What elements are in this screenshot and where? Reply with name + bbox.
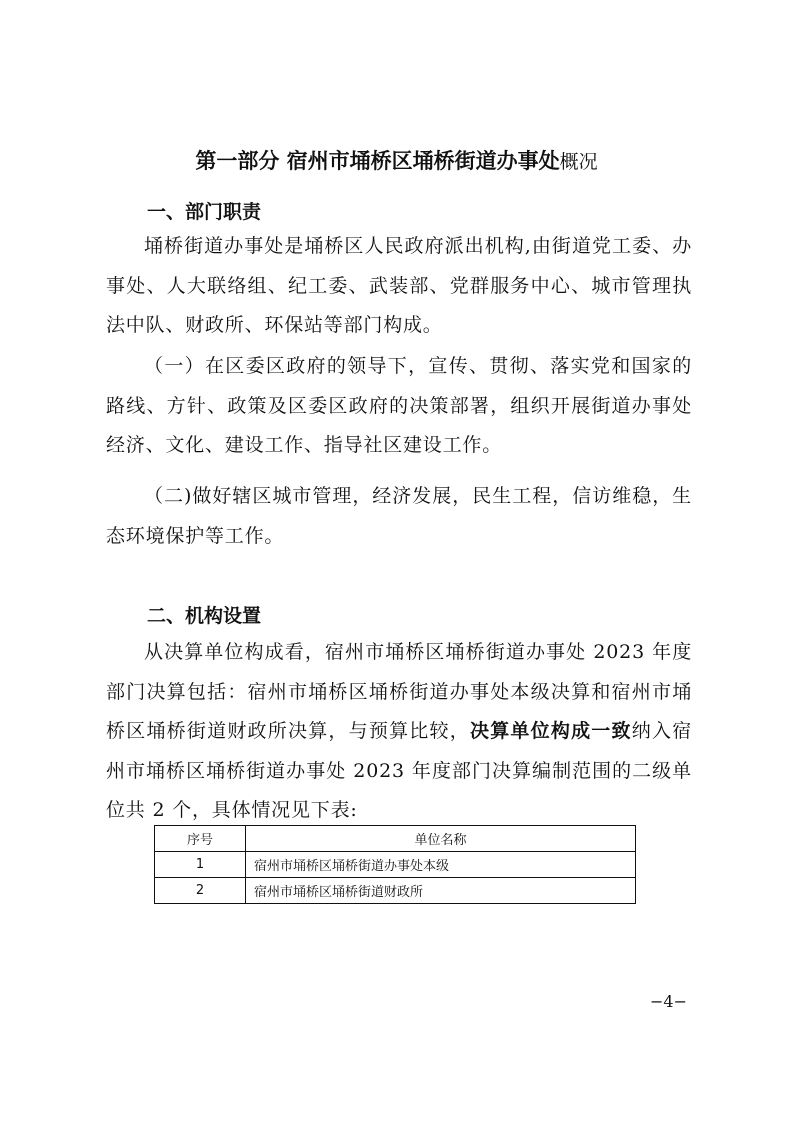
duties-paragraph-2: （一）在区委区政府的领导下，宣传、贯彻、落实党和国家的路线、方针、政策及区委区政府的决策部署，组织开展街道办事处经济、文化、建设工作、指导社区建设工作。 — [106, 355, 692, 456]
page-title-main: 第一部分 宿州市埇桥区埇桥街道办事处 — [195, 149, 560, 173]
duties-paragraph-3: （二)做好辖区城市管理，经济发展，民生工程，信访维稳，生态环境保护等工作。 — [106, 485, 692, 547]
table-cell-number: 1 — [155, 852, 246, 878]
table-row — [155, 852, 636, 878]
organization-paragraph-part2: 纳入宿州市埇桥区埇桥街道办事处 2023 年度部门决算编制范围的二级单位共 2 个，具体情况见下表: — [106, 720, 693, 821]
page-number: −4− — [650, 992, 687, 1011]
table-header-number: 序号 — [155, 826, 246, 852]
table-header-row — [155, 826, 636, 852]
table-cell-unit-name: 宿州市埇桥区埇桥街道财政所 — [246, 878, 636, 904]
organization-paragraph-part1: 从决算单位构成看，宿州市埇桥区埇桥街道办事处 2023 年度部门决算包括：宿州市埇桥区埇桥街道办事处本级决算和宿州市埇桥区埇桥街道财政所决算，与预算比较， — [106, 641, 692, 742]
section-heading-organization: 二、机构设置 — [147, 605, 262, 627]
table-cell-number: 2 — [155, 878, 246, 904]
page-title-suffix: 概况 — [559, 151, 598, 173]
table-header-unit-name: 单位名称 — [246, 826, 636, 852]
secondary-units-table — [154, 825, 636, 904]
page-title — [0, 146, 793, 177]
organization-paragraph-emphasis: 决算单位构成一致 — [469, 720, 632, 742]
duties-paragraph-1: 埇桥街道办事处是埇桥区人民政府派出机构,由街道党工委、办事处、人大联络组、纪工委、武装部、党群服务中心、城市管理执法中队、财政所、环保站等部门构成。 — [106, 235, 692, 336]
table-row — [155, 878, 636, 904]
section-heading-duties: 一、部门职责 — [147, 201, 262, 223]
organization-paragraph — [106, 633, 692, 831]
table-cell-unit-name: 宿州市埇桥区埇桥街道办事处本级 — [246, 852, 636, 878]
